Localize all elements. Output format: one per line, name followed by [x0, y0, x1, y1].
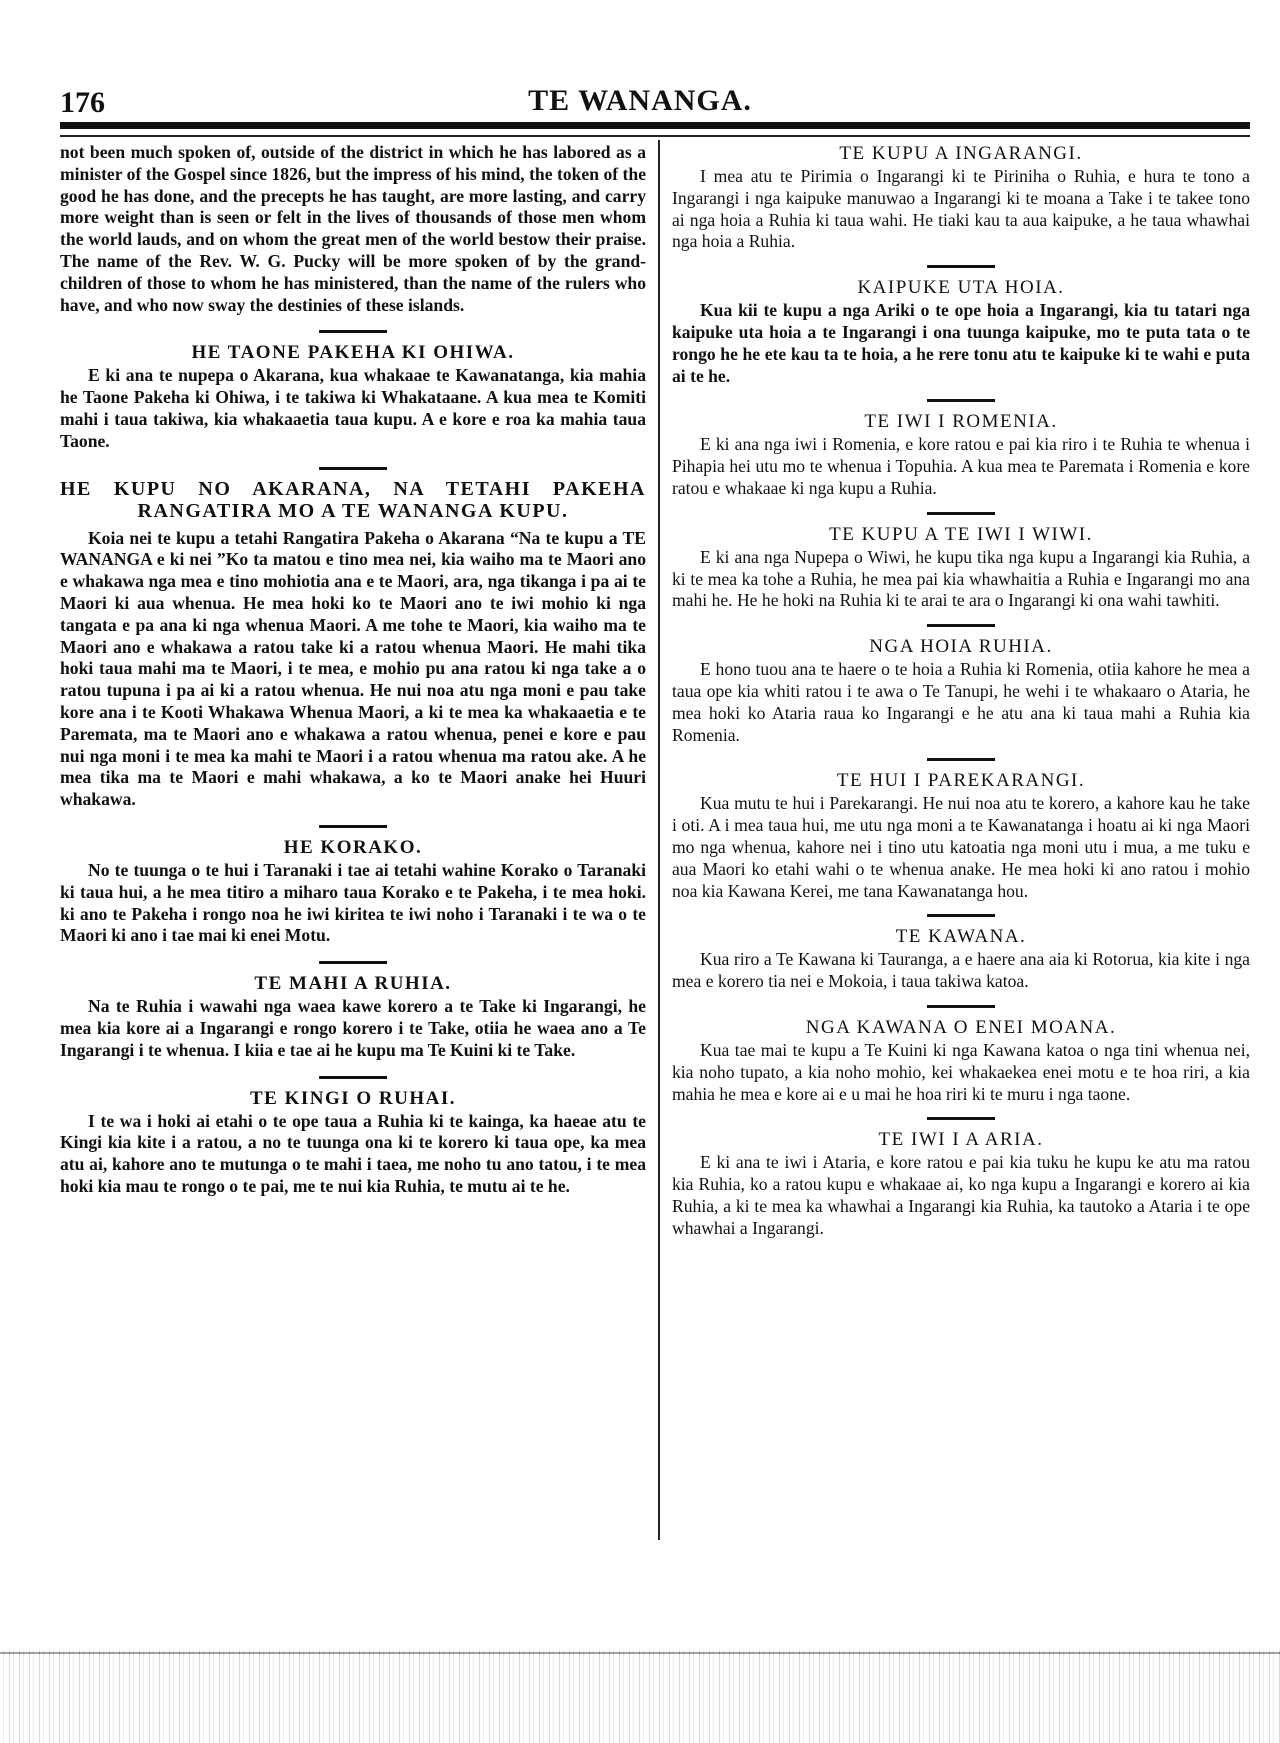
- article-heading: TE KINGI O RUHAI.: [249, 1087, 457, 1109]
- article-body: Kua kii te kupu a nga Ariki o te ope hoia a Ingarangi, kia tu tatari nga kaipuke uta hoia a te Ingarangi i ona tuunga kaipuke, mo te puta tata o te rongo he he ete kau ta te hoia, a he rere tonu atu te kaipuke ki te wahi e puta ai te he.: [672, 300, 1250, 386]
- article-heading: HE KUPU NO AKARANA, NA TETAHI PAKEHA RANGATIRA MO A TE WANANGA KUPU.: [60, 477, 646, 522]
- article-kingi-o-ruhai: [60, 1076, 646, 1198]
- article-iwi-i-ataria: [672, 1117, 1250, 1239]
- article-iwi-i-wiwi: [672, 512, 1250, 612]
- newspaper-masthead-title: TE WANANGA.: [528, 84, 752, 117]
- article-separator: [319, 1076, 387, 1079]
- article-separator: [927, 399, 995, 402]
- article-body: Kua tae mai te kupu a Te Kuini ki nga Kawana katoa o nga tini whenua nei, kia noho tupato, a kia noho mohio, kei whakaekea enei motu e te hoa riri, a kia mahia he mea e kore ai e u mai he hoa riri ki te muru i nga taone.: [672, 1039, 1250, 1104]
- left-column: [60, 142, 646, 1198]
- article-iwi-i-romenia: [672, 399, 1250, 499]
- article-body: E ki ana nga Nupepa o Wiwi, he kupu tika nga kupu a Ingarangi kia Ruhia, a ki te mea ka tohe a Ruhia, he mea pai kia whawhaitia a Ruhia e Ingarangi mo ana mahi he. He he hoki na Ruhia ki te arai te ara o Ingarangi ki ona wahi tawhiti.: [672, 546, 1250, 611]
- article-kupu-no-akarana: [60, 467, 646, 811]
- article-heading: TE IWI I A ARIA.: [878, 1129, 1044, 1151]
- article-separator: [927, 1117, 995, 1120]
- article-body: I te wa i hoki ai etahi o te ope taua a Ruhia ki te kainga, ka haeae atu te Kingi kia kite i a ratou, a no te tuunga ona ki te korero ki taua ope, ka mea atu ai, kahore ano te mutunga o te mahi i taea, me noho tu ano tatou, i te mea hoki kia mau te rongo o te pai, me te nui kia Ruhia, te mutu ai te he.: [60, 1110, 646, 1196]
- article-te-kawana: [672, 914, 1250, 993]
- article-separator: [927, 1005, 995, 1008]
- article-nga-hoia-ruhia: [672, 624, 1250, 746]
- article-heading: HE TAONE PAKEHA KI OHIWA.: [191, 342, 515, 364]
- article-mahi-a-ruhia: [60, 961, 646, 1061]
- article-body: E hono tuou ana te haere o te hoia a Ruhia ki Romenia, otiia kahore he mea a taua ope kia whiti ratou i te awa o Te Tanupi, he wehi i te whakaaro o Ataria, he mea hoki ko Ataria raua ko Ingarangi e he atu ana ki taua mahi a Ruhia kia Romenia.: [672, 659, 1250, 745]
- article-taone-pakeha: [60, 330, 646, 452]
- article-separator: [319, 467, 387, 470]
- article-body: Koia nei te kupu a tetahi Rangatira Pakeha o Akarana “Na te kupu a TE WANANGA e ki nei ”Ko ta matou e tino mea nei, kia waiho ma te Maori ano e whakawa nga mea e tino mohiotia ana e te Maori, ara, nga tikanga i pa ai te Maori ki aua whenua. He mea hoki ko te Maori ano te iwi mohio ki nga tangata e pa ana ki nga whenua Maori. A me tohe te Maori, kia waiho ma te Maori ano e whakawa a ratou take ki a ratou whenua Maori. He mahi tika hoki taua mahi ma te Maori, i te mea, e mohio pu ana ratou ki nga take a o ratou tupuna i pa ai ki a ratou whenua. He nui noa atu nga moni e pau take kore ana i te Kooti Whakawa Whenua Maori, a ki te mea ka whakaaetia e te Paremata, ma te Maori ano e whakawa a ratou whenua, penei e kore e pau nui nga moni i te mea ka mahi te Maori i a ratou whenua ma ratou ake. A he mea tika ma te Maori e mahi whakawa, a ko te Maori anake hei Huuri whakawa.: [60, 527, 646, 810]
- continued-article-text: not been much spoken of, outside of the district in which he has labored as a minister of the Gospel since 1826, but the impress of his mind, the token of the good he has done, and the precepts he has taught, are more lasting, and carry more weight than is seen or felt in the lives of thousands of those men whom the world lauds, and on whom the great men of the world bestow their praise. The name of the Rev. W. G. Pucky will be more spoken of by the grand-children of those to whom he has ministered, than the name of the rulers who have, and who now sway the destinies of these islands.: [60, 142, 646, 315]
- article-body: Kua mutu te hui i Parekarangi. He nui noa atu te korero, a kahore kau he take i oti. A i mea taua hui, me utu nga moni a te Kawanatanga i hoatu ai ki nga Maori mo nga whenua, kahore nei i tino utu katoatia nga moni utu i mua, a me tuku e aua Maori ko etahi wahi o te whenua anake. He mea hoki ki ano ratou i mohio noa kia Kawana Kerei, me tana Kawanatanga hou.: [672, 793, 1250, 901]
- article-separator: [319, 825, 387, 828]
- masthead-thin-rule: [60, 135, 1250, 137]
- scan-noise-band: [0, 1650, 1280, 1743]
- article-nga-kawana: [672, 1005, 1250, 1105]
- article-body: No te tuunga o te hui i Taranaki i tae ai tetahi wahine Korako o Taranaki ki taua hui, a he mea titiro a miharo taua Korako e te Pakeha, i te mea hoki. ki ano te Pakeha i rongo noa he iwi kiritea te iwi noho i Taranaki i te wa o te Maori ki ano i tae mai ki enei Motu.: [60, 859, 646, 946]
- article-body: E ki ana te iwi i Ataria, e kore ratou e pai kia tuku he kupu ke atu ma ratou kia Ruhia, ko a ratou kupu e whakaae ai, ko nga kupu a Ingarangi e korero ai kia Ruhia, a ki te mea ka whawhai a Ingarangi kia Ruhia, ka tautoko a Ataria i te ope whawhai a Ingarangi.: [672, 1152, 1250, 1238]
- masthead-thick-rule: [60, 122, 1250, 129]
- article-heading: TE KUPU A TE IWI I WIWI.: [829, 523, 1093, 545]
- article-separator: [927, 512, 995, 515]
- article-kupu-a-ingarangi: [672, 142, 1250, 253]
- article-heading: TE IWI I ROMENIA.: [864, 411, 1058, 433]
- article-heading: TE KAWANA.: [895, 926, 1027, 948]
- article-heading: TE MAHI A RUHIA.: [254, 973, 452, 995]
- column-divider: [658, 140, 660, 1540]
- article-separator: [927, 914, 995, 917]
- article-separator: [927, 265, 995, 268]
- article-body: I mea atu te Pirimia o Ingarangi ki te Piriniha o Ruhia, e hura te tono a Ingarangi i nga kaipuke manuwao a Ingarangi ki te moana a Take i te takee tono ai nga hoia a Ruhia ki taua wahi. He tiaki kau ta aua kaipuke, a he taua whawhai nga hoia a Ruhia.: [672, 166, 1250, 252]
- article-heading: TE KUPU A INGARANGI.: [839, 143, 1083, 164]
- article-kaipuke-uta-hoia: [672, 265, 1250, 387]
- article-heading: KAIPUKE UTA HOIA.: [857, 277, 1065, 299]
- right-column: [672, 142, 1250, 1240]
- article-body: Na te Ruhia i wawahi nga waea kawe korero a te Take ki Ingarangi, he mea kia kore ai a Ingarangi e rongo korero i te Take, otiia he waea ano a Te Ingarangi i te whenua. I kiia e tae ai he kupu ma Te Kuini ki te Take.: [60, 996, 646, 1060]
- article-separator: [927, 624, 995, 627]
- article-heading: NGA HOIA RUHIA.: [869, 636, 1053, 658]
- article-separator: [319, 961, 387, 964]
- article-body: E ki ana nga iwi i Romenia, e kore ratou e pai kia riro i te Ruhia te whenua i Pihapia hei utu mo te whenua i Topuhia. A kua mea te Paremata i Romenia e kore ratou e whakaae ki nga kupu a Ruhia.: [672, 434, 1250, 498]
- article-body: Kua riro a Te Kawana ki Tauranga, a e haere ana aia ki Rotorua, kia kite i nga mea e korero tia nei e Mokoia, i taua takiwa katoa.: [672, 949, 1250, 992]
- article-heading: TE HUI I PAREKARANGI.: [836, 770, 1086, 792]
- article-heading: NGA KAWANA O ENEI MOANA.: [805, 1016, 1117, 1038]
- article-separator: [319, 330, 387, 333]
- article-body: E ki ana te nupepa o Akarana, kua whakaae te Kawanatanga, kia mahia he Taone Pakeha ki Ohiwa, i te takiwa ki Whakataane. A kua mea te Komiti mahi i taua takiwa, kia whakaaetia taua kupu. A e kore e roa ka mahia taua Taone.: [60, 365, 646, 451]
- article-separator: [927, 758, 995, 761]
- article-hui-i-parekarangi: [672, 758, 1250, 902]
- page-number: 176: [60, 86, 105, 119]
- article-heading: HE KORAKO.: [283, 836, 423, 858]
- article-he-korako: [60, 825, 646, 947]
